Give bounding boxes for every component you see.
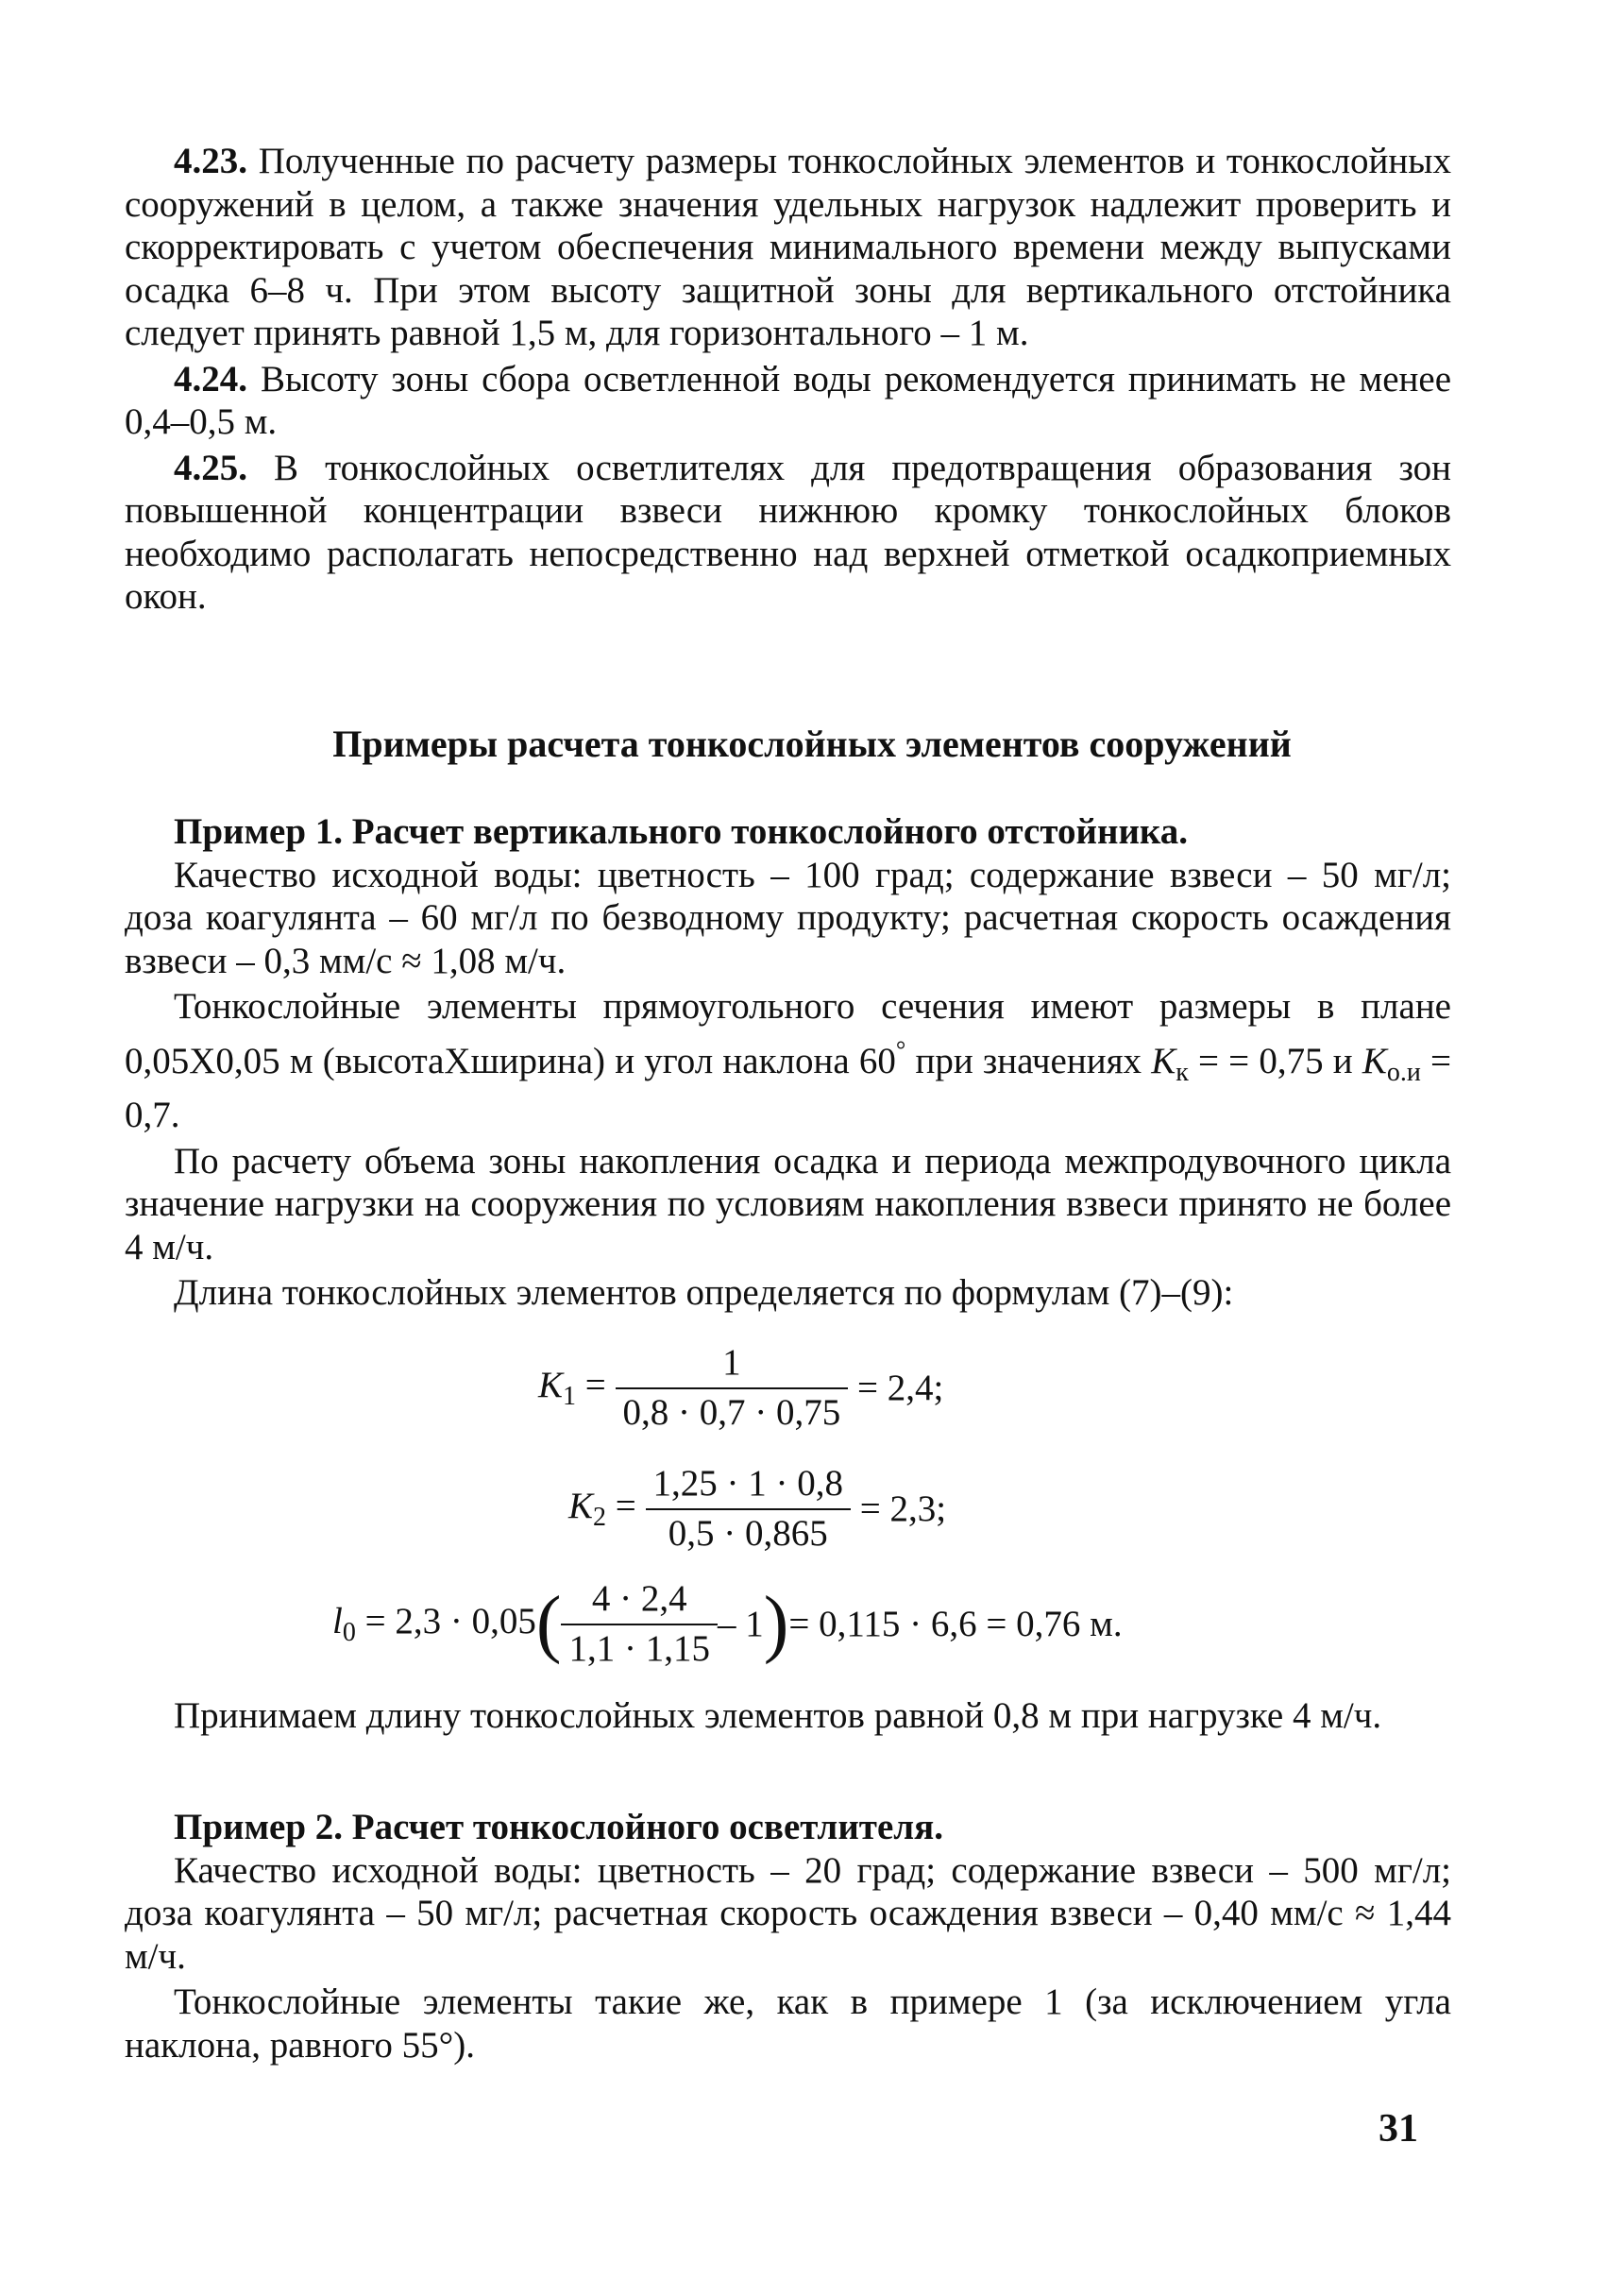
numerator: 1,25 · 1 · 0,8 <box>652 1463 843 1504</box>
paragraph-4-25 <box>125 447 1451 619</box>
text-run: Тонкослойные элементы прямоугольного сечения имеют размеры в плане 0,05Х0,05 м (высотаХширина) и угол наклона 60 <box>125 986 1451 1081</box>
subscript: к <box>1176 1057 1189 1087</box>
after-formula-text: Принимаем длину тонкослойных элементов равной 0,8 м при нагрузке 4 м/ч. <box>174 1695 1382 1736</box>
equals-sign: = <box>576 1364 606 1405</box>
paragraph-number: 4.24. <box>174 358 247 400</box>
page-number: 31 <box>1379 2107 1418 2151</box>
equals-sign: = <box>606 1485 636 1526</box>
denominator: 0,5 · 0,865 <box>646 1508 851 1555</box>
formula-result: = 2,3; <box>859 1488 947 1529</box>
example-1 <box>125 810 1451 1315</box>
formula-k1 <box>538 1341 943 1434</box>
fraction <box>616 1341 849 1434</box>
fraction <box>646 1462 851 1555</box>
symbol-k: K <box>1151 1040 1176 1081</box>
example-1-heading: Пример 1. Расчет вертикального тонкослойного отстойника. <box>174 811 1189 852</box>
paragraph-number: 4.23. <box>174 141 247 181</box>
formula-result: = 2,4; <box>857 1367 944 1408</box>
symbol-k: K <box>538 1364 564 1405</box>
formula-result: = 0,115 · 6,6 = 0,76 м. <box>788 1603 1123 1644</box>
formula-l0 <box>332 1577 1123 1670</box>
symbol-k: K <box>1362 1040 1387 1081</box>
denominator: 1,1 · 1,15 <box>561 1624 718 1670</box>
paragraph-text: Высоту зоны сбора осветленной воды рекомендуется принимать не менее 0,4–0,5 м. <box>125 358 1451 442</box>
symbol-k: K <box>568 1485 594 1526</box>
subscript: о.и <box>1386 1057 1421 1087</box>
example-2 <box>125 1806 1451 2066</box>
section-title: Примеры расчета тонкослойных элементов сооружений <box>332 723 1292 765</box>
top-paragraphs <box>125 140 1451 619</box>
example-1-length-intro: Длина тонкослойных элементов определяется по формулам (7)–(9): <box>174 1272 1234 1313</box>
example-2-water-quality: Качество исходной воды: цветность – 20 град; содержание взвеси – 500 мг/л; доза коагулянта – 50 мг/л; расчетная скорость осаждения взвеси – 0,40 мм/с ≈ 1,44 м/ч. <box>125 1849 1451 1977</box>
paragraph-text: Полученные по расчету размеры тонкослойных элементов и тонкослойных сооружений в целом, а также значения удельных нагрузок надлежит проверить и скорректировать с учетом обеспечения минимального времени между выпусками осадка 6–8 ч. При этом высоту защитной зоны для вертикального отстойника следует принять равной 1,5 м, для горизонтального – 1 м. <box>125 141 1451 353</box>
example-2-heading: Пример 2. Расчет тонкослойного осветлителя. <box>174 1807 943 1847</box>
after-formula <box>125 1694 1451 1738</box>
left-paren: ( <box>535 1582 562 1665</box>
numerator: 1 <box>722 1342 741 1383</box>
degree-sign: ° <box>895 1035 906 1063</box>
paragraph-4-24 <box>125 358 1451 444</box>
paragraph-number: 4.25. <box>174 447 247 488</box>
fraction <box>561 1577 718 1670</box>
formula-lhs <box>538 1364 606 1412</box>
symbol-l: l <box>332 1600 343 1641</box>
subscript: 1 <box>563 1381 577 1411</box>
subscript: 0 <box>342 1617 356 1647</box>
formula-lhs <box>332 1600 536 1648</box>
numerator: 4 · 2,4 <box>591 1578 687 1619</box>
example-2-elements: Тонкослойные элементы такие же, как в примере 1 (за исключением угла наклона, равного 55°). <box>125 1981 1451 2066</box>
formula-k2 <box>568 1462 946 1555</box>
formula-minus-one: – 1 <box>717 1603 764 1644</box>
example-1-load: По расчету объема зоны накопления осадка и периода межпродувочного цикла значение нагрузки на сооружения по условиям накопления взвеси принято не более 4 м/ч. <box>125 1140 1451 1267</box>
formula-lhs <box>568 1485 636 1533</box>
denominator: 0,8 · 0,7 · 0,75 <box>616 1387 849 1434</box>
subscript: 2 <box>593 1502 607 1532</box>
paragraph-text: В тонкослойных осветлителях для предотвращения образования зон повышенной концентрации взвеси нижнюю кромку тонкослойных блоков необходимо располагать непосредственно над верхней отметкой осадкоприемных окон. <box>125 447 1451 617</box>
example-1-water-quality: Качество исходной воды: цветность – 100 град; содержание взвеси – 50 мг/л; доза коагулянта – 60 мг/л по безводному продукту; расчетная скорость осаждения взвеси – 0,3 мм/с ≈ 1,08 м/ч. <box>125 854 1451 981</box>
paragraph-4-23 <box>125 140 1451 355</box>
formula-prefix: = 2,3 · 0,05 <box>355 1600 536 1641</box>
text-run: = 0,7. <box>125 1040 1452 1135</box>
right-paren: ) <box>763 1582 789 1665</box>
example-1-elements <box>125 985 1451 1137</box>
text-run: при значениях <box>905 1040 1152 1081</box>
text-run: = = 0,75 и <box>1188 1040 1362 1081</box>
